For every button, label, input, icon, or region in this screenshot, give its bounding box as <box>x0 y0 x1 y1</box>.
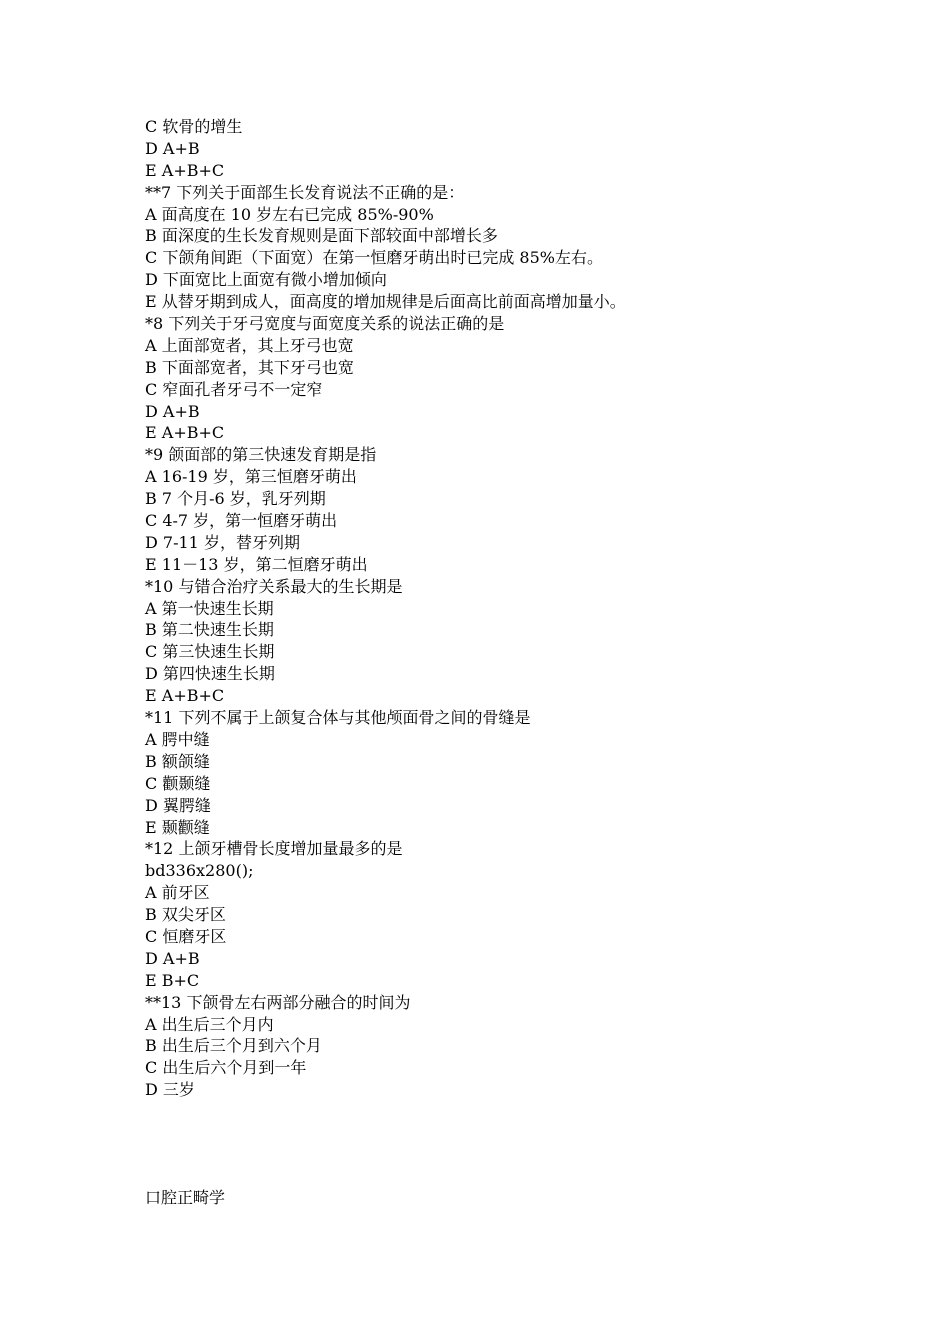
text-line: A 16-19 岁，第三恒磨牙萌出 <box>145 467 357 487</box>
text-line: **13 下颌骨左右两部分融合的时间为 <box>145 992 411 1012</box>
text-line: *12 上颌牙槽骨长度增加量最多的是 <box>145 839 403 859</box>
text-line: C 下颌角间距（下面宽）在第一恒磨牙萌出时已完成 85%左右。 <box>145 248 603 268</box>
footer-title: 口腔正畸学 <box>145 1188 226 1207</box>
text-line: B 下面部宽者，其下牙弓也宽 <box>145 357 354 377</box>
text-line: *8 下列关于牙弓宽度与面宽度关系的说法正确的是 <box>145 314 505 334</box>
text-line: D A+B <box>145 401 200 421</box>
text-line: C 4-7 岁，第一恒磨牙萌出 <box>145 511 338 531</box>
text-line: A 上面部宽者，其上牙弓也宽 <box>145 335 354 355</box>
text-line: **7 下列关于面部生长发育说法不正确的是： <box>145 182 465 202</box>
text-line: *9 颌面部的第三快速发育期是指 <box>145 445 377 465</box>
text-line: B 出生后三个月到六个月 <box>145 1036 322 1056</box>
text-line: D 翼腭缝 <box>145 795 211 815</box>
text-line: C 颧颞缝 <box>145 773 211 793</box>
text-line: D 7-11 岁，替牙列期 <box>145 532 300 552</box>
text-line: E 11－13 岁，第二恒磨牙萌出 <box>145 554 368 574</box>
text-line: E 颞颧缝 <box>145 817 210 837</box>
text-line: D A+B <box>145 948 200 968</box>
text-line: E A+B+C <box>145 423 225 443</box>
text-line: *10 与错合治疗关系最大的生长期是 <box>145 576 403 596</box>
text-line: D 三岁 <box>145 1080 195 1100</box>
text-line: C 软骨的增生 <box>145 117 243 136</box>
text-line: A 前牙区 <box>145 883 210 903</box>
text-line: C 第三快速生长期 <box>145 642 275 662</box>
text-line: C 窄面孔者牙弓不一定窄 <box>145 379 323 399</box>
text-line: B 第二快速生长期 <box>145 620 274 640</box>
text-line: B 额颌缝 <box>145 751 210 771</box>
text-line: B 面深度的生长发育规则是面下部较面中部增长多 <box>145 226 498 246</box>
text-line: B 双尖牙区 <box>145 905 226 925</box>
text-line: E 从替牙期到成人，面高度的增加规律是后面高比前面高增加量小。 <box>145 292 626 312</box>
text-line: B 7 个月-6 岁，乳牙列期 <box>145 489 326 509</box>
text-line: E B+C <box>145 970 200 990</box>
question-list <box>145 116 925 1101</box>
text-line: C 恒磨牙区 <box>145 926 227 946</box>
text-line: D 下面宽比上面宽有微小增加倾向 <box>145 270 387 290</box>
text-line: A 第一快速生长期 <box>145 598 274 618</box>
text-line: A 出生后三个月内 <box>145 1014 274 1034</box>
text-line: *11 下列不属于上颌复合体与其他颅面骨之间的骨缝是 <box>145 708 531 728</box>
text-line: D 第四快速生长期 <box>145 664 275 684</box>
text-line: C 出生后六个月到一年 <box>145 1058 307 1078</box>
text-line: E A+B+C <box>145 160 225 180</box>
text-line: bd336x280(); <box>145 861 254 881</box>
text-line: A 腭中缝 <box>145 729 210 749</box>
text-line: D A+B <box>145 138 200 158</box>
text-line: E A+B+C <box>145 686 225 706</box>
text-line: A 面高度在 10 岁左右已完成 85%-90% <box>145 204 434 224</box>
